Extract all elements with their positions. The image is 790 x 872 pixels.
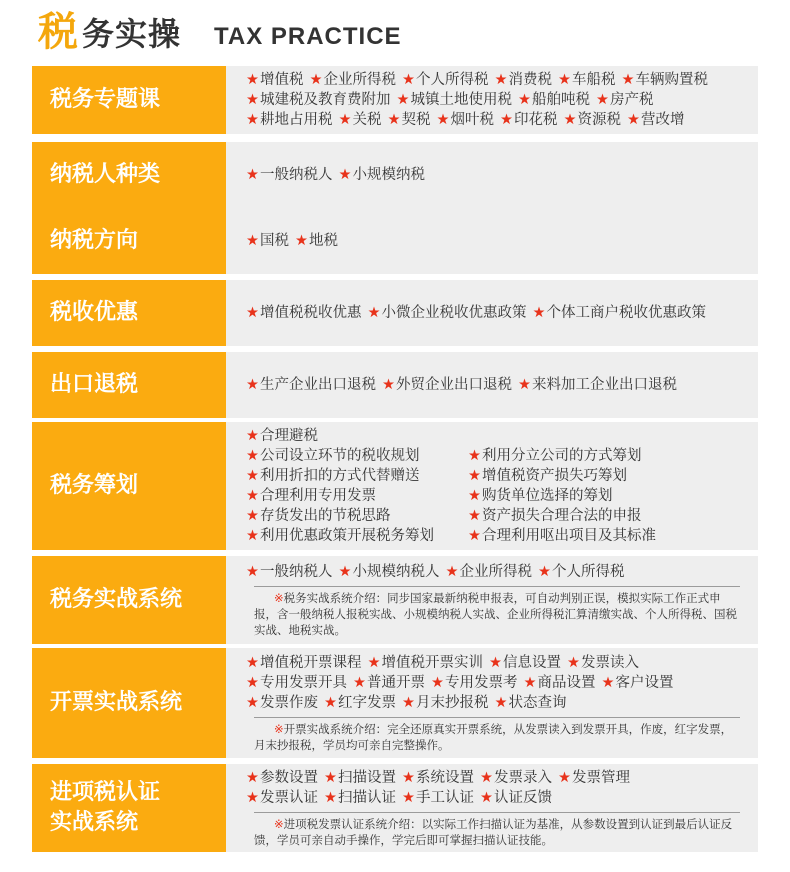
list-item bbox=[564, 112, 622, 128]
item-label: 城建税及教育费附加 bbox=[260, 92, 391, 108]
row-label: 开票实战系统 bbox=[32, 648, 226, 758]
list-item bbox=[402, 790, 474, 806]
list-item bbox=[368, 655, 484, 671]
star-icon: ★ bbox=[500, 112, 513, 128]
item-label: 利用分立公司的方式筹划 bbox=[482, 448, 642, 464]
list-item bbox=[468, 448, 642, 464]
star-icon: ★ bbox=[246, 564, 259, 580]
item-label: 月末抄报税 bbox=[416, 695, 489, 711]
row-content bbox=[226, 764, 758, 852]
star-icon: ★ bbox=[246, 305, 259, 321]
list-item bbox=[518, 92, 590, 108]
list-item bbox=[295, 233, 338, 249]
list-item bbox=[353, 675, 425, 691]
item-line bbox=[246, 90, 750, 110]
item-line bbox=[246, 110, 750, 130]
item-label: 来料加工企业出口退税 bbox=[532, 377, 677, 393]
star-icon: ★ bbox=[558, 770, 571, 786]
star-icon: ★ bbox=[324, 790, 337, 806]
star-icon: ★ bbox=[621, 72, 635, 88]
star-icon: ★ bbox=[246, 92, 259, 108]
item-line bbox=[246, 165, 750, 185]
item-label: 关税 bbox=[352, 112, 382, 128]
note-mark-icon: ※ bbox=[274, 591, 284, 605]
list-item bbox=[339, 112, 382, 128]
list-item bbox=[402, 770, 474, 786]
item-label: 增值税 bbox=[260, 72, 304, 88]
item-label: 营改增 bbox=[641, 112, 685, 128]
item-line bbox=[246, 375, 750, 395]
list-item bbox=[246, 377, 376, 393]
row-content bbox=[226, 208, 758, 274]
star-icon: ★ bbox=[402, 72, 415, 88]
list-item bbox=[246, 790, 318, 806]
item-label: 个体工商户税收优惠政策 bbox=[546, 305, 706, 321]
page-title: 务实操 bbox=[82, 15, 182, 53]
list-item bbox=[495, 695, 567, 711]
row-content bbox=[226, 422, 758, 550]
item-label: 企业所得税 bbox=[459, 564, 532, 580]
star-icon: ★ bbox=[246, 233, 259, 249]
item-label: 发票读入 bbox=[581, 655, 639, 671]
item-label: 企业所得税 bbox=[323, 72, 396, 88]
list-item bbox=[596, 92, 654, 108]
list-item bbox=[246, 305, 362, 321]
item-label: 参数设置 bbox=[260, 770, 318, 786]
row-label: 税务实战系统 bbox=[32, 556, 226, 644]
star-icon: ★ bbox=[563, 112, 577, 128]
list-item bbox=[468, 528, 656, 544]
list-item bbox=[246, 112, 333, 128]
list-item bbox=[500, 112, 558, 128]
item-line bbox=[246, 303, 750, 323]
table-row bbox=[32, 208, 758, 274]
star-icon: ★ bbox=[353, 675, 366, 691]
item-label: 普通开票 bbox=[367, 675, 425, 691]
list-item bbox=[246, 448, 420, 464]
item-cell bbox=[468, 506, 750, 526]
list-item bbox=[446, 564, 533, 580]
list-item bbox=[246, 92, 391, 108]
list-item bbox=[324, 770, 396, 786]
item-cell bbox=[246, 526, 468, 546]
star-icon: ★ bbox=[246, 528, 259, 544]
list-item bbox=[533, 305, 707, 321]
star-icon: ★ bbox=[596, 92, 609, 108]
item-label: 信息设置 bbox=[503, 655, 561, 671]
star-icon: ★ bbox=[246, 468, 259, 484]
item-label: 合理利用呕出项目及其标准 bbox=[482, 528, 656, 544]
item-label: 利用折扣的方式代替赠送 bbox=[260, 468, 420, 484]
list-item bbox=[437, 112, 495, 128]
star-icon: ★ bbox=[468, 448, 481, 464]
list-item bbox=[402, 695, 489, 711]
row-label: 出口退税 bbox=[32, 352, 226, 418]
list-item bbox=[622, 72, 709, 88]
star-icon: ★ bbox=[246, 508, 259, 524]
list-item bbox=[480, 770, 552, 786]
two-column-list bbox=[246, 446, 750, 546]
list-item bbox=[524, 675, 596, 691]
item-label: 扫描设置 bbox=[338, 770, 396, 786]
row-label-line: 实战系统 bbox=[50, 810, 139, 835]
item-line bbox=[246, 673, 750, 693]
star-icon: ★ bbox=[518, 377, 531, 393]
list-item bbox=[339, 167, 426, 183]
item-cell bbox=[246, 486, 468, 506]
item-cell bbox=[468, 466, 750, 486]
item-line bbox=[246, 231, 750, 251]
list-item bbox=[246, 508, 391, 524]
star-icon: ★ bbox=[246, 377, 259, 393]
star-icon: ★ bbox=[468, 508, 481, 524]
list-item bbox=[602, 675, 674, 691]
item-line bbox=[246, 653, 750, 673]
item-label: 国税 bbox=[260, 233, 289, 249]
star-icon: ★ bbox=[246, 488, 259, 504]
star-icon: ★ bbox=[324, 695, 337, 711]
page-header bbox=[0, 0, 790, 62]
item-line bbox=[246, 693, 750, 713]
row-content bbox=[226, 142, 758, 208]
star-icon: ★ bbox=[402, 790, 415, 806]
item-label: 商品设置 bbox=[537, 675, 596, 691]
list-item bbox=[558, 72, 616, 88]
row-content bbox=[226, 280, 758, 346]
item-label: 小规模纳税 bbox=[352, 167, 425, 183]
row-label: 纳税人种类 bbox=[32, 142, 226, 208]
table-row bbox=[32, 422, 758, 550]
list-item bbox=[558, 770, 630, 786]
item-label: 资源税 bbox=[577, 112, 621, 128]
list-item bbox=[246, 528, 434, 544]
star-icon: ★ bbox=[246, 695, 259, 711]
star-icon: ★ bbox=[402, 770, 415, 786]
star-icon: ★ bbox=[489, 655, 502, 671]
item-label: 一般纳税人 bbox=[260, 167, 333, 183]
item-label: 购货单位选择的筹划 bbox=[482, 488, 613, 504]
system-note bbox=[254, 586, 740, 638]
star-icon: ★ bbox=[396, 92, 410, 108]
table-row bbox=[32, 280, 758, 346]
row-label: 税务专题课 bbox=[32, 66, 226, 134]
star-icon: ★ bbox=[246, 72, 259, 88]
list-item bbox=[397, 92, 513, 108]
star-icon: ★ bbox=[338, 112, 352, 128]
item-label: 扫描认证 bbox=[338, 790, 396, 806]
item-line bbox=[246, 426, 750, 446]
star-icon: ★ bbox=[246, 655, 259, 671]
star-icon: ★ bbox=[246, 675, 259, 691]
item-label: 增值税税收优惠 bbox=[260, 305, 362, 321]
item-label: 客户设置 bbox=[615, 675, 674, 691]
star-icon: ★ bbox=[338, 167, 352, 183]
list-item bbox=[627, 112, 685, 128]
note-text: 税务实战系统介绍：同步国家最新纳税申报表，可自动判别正误，模拟实际工作正式申报，含一般纳税人报税实战、小规模纳税人实战、企业所得税汇算清缴实战、个人所得税、国税实战、地税实战。 bbox=[254, 591, 737, 637]
star-icon: ★ bbox=[309, 72, 323, 88]
item-label: 发票作废 bbox=[260, 695, 318, 711]
item-cell bbox=[246, 506, 468, 526]
note-mark-icon: ※ bbox=[274, 722, 284, 736]
list-item bbox=[489, 655, 561, 671]
table-row bbox=[32, 648, 758, 758]
item-label: 利用优惠政策开展税务筹划 bbox=[260, 528, 434, 544]
list-item bbox=[324, 695, 396, 711]
list-item bbox=[246, 468, 420, 484]
row-label: 纳税方向 bbox=[32, 208, 226, 274]
row-content bbox=[226, 556, 758, 644]
item-label: 状态查询 bbox=[508, 695, 567, 711]
star-icon: ★ bbox=[494, 72, 508, 88]
item-label: 小规模纳税人 bbox=[352, 564, 440, 580]
list-item bbox=[518, 377, 677, 393]
item-label: 增值税开票课程 bbox=[260, 655, 362, 671]
item-label: 公司设立环节的税收规划 bbox=[260, 448, 420, 464]
table-row bbox=[32, 556, 758, 644]
item-label: 一般纳税人 bbox=[260, 564, 333, 580]
item-cell bbox=[468, 446, 750, 466]
item-label: 红字发票 bbox=[338, 695, 396, 711]
item-line bbox=[246, 70, 750, 90]
list-item bbox=[431, 675, 518, 691]
item-cell bbox=[246, 466, 468, 486]
item-line bbox=[246, 562, 750, 582]
star-icon: ★ bbox=[367, 305, 381, 321]
star-icon: ★ bbox=[246, 428, 259, 444]
list-item bbox=[246, 167, 333, 183]
item-label: 契税 bbox=[401, 112, 431, 128]
list-item bbox=[402, 72, 489, 88]
item-label: 发票管理 bbox=[572, 770, 630, 786]
list-item bbox=[246, 770, 318, 786]
star-icon: ★ bbox=[480, 790, 493, 806]
page-title-english: TAX PRACTICE bbox=[214, 23, 402, 50]
table-row bbox=[32, 66, 758, 134]
star-icon: ★ bbox=[518, 92, 531, 108]
item-label: 增值税资产损失巧筹划 bbox=[482, 468, 627, 484]
item-cell bbox=[246, 446, 468, 466]
item-label: 个人所得税 bbox=[416, 72, 489, 88]
star-icon: ★ bbox=[468, 488, 481, 504]
star-icon: ★ bbox=[538, 564, 551, 580]
title-accent-char: 税 bbox=[38, 9, 78, 55]
item-label: 系统设置 bbox=[416, 770, 474, 786]
star-icon: ★ bbox=[494, 695, 508, 711]
item-label: 消费税 bbox=[508, 72, 552, 88]
list-item bbox=[382, 377, 512, 393]
star-icon: ★ bbox=[436, 112, 450, 128]
star-icon: ★ bbox=[601, 675, 615, 691]
item-label: 房产税 bbox=[610, 92, 654, 108]
list-item bbox=[246, 564, 333, 580]
list-item bbox=[368, 305, 527, 321]
system-note bbox=[254, 717, 740, 753]
item-label: 外贸企业出口退税 bbox=[396, 377, 512, 393]
star-icon: ★ bbox=[627, 112, 640, 128]
list-item bbox=[480, 790, 552, 806]
item-label: 资产损失合理合法的申报 bbox=[482, 508, 642, 524]
star-icon: ★ bbox=[246, 167, 259, 183]
note-mark-icon: ※ bbox=[274, 817, 284, 831]
item-label: 船舶吨税 bbox=[532, 92, 590, 108]
list-item bbox=[246, 675, 347, 691]
list-item bbox=[246, 695, 318, 711]
item-label: 个人所得税 bbox=[552, 564, 625, 580]
star-icon: ★ bbox=[567, 655, 580, 671]
list-item bbox=[310, 72, 397, 88]
list-item bbox=[538, 564, 625, 580]
star-icon: ★ bbox=[246, 790, 259, 806]
item-label: 合理避税 bbox=[260, 428, 318, 444]
row-label: 税收优惠 bbox=[32, 280, 226, 346]
item-label: 印花税 bbox=[514, 112, 558, 128]
item-label: 车船税 bbox=[572, 72, 616, 88]
star-icon: ★ bbox=[468, 528, 481, 544]
star-icon: ★ bbox=[246, 448, 259, 464]
list-item bbox=[339, 564, 440, 580]
item-label: 耕地占用税 bbox=[260, 112, 333, 128]
item-line bbox=[246, 768, 750, 788]
star-icon: ★ bbox=[382, 377, 395, 393]
list-item bbox=[468, 488, 613, 504]
star-icon: ★ bbox=[295, 233, 308, 249]
star-icon: ★ bbox=[367, 655, 381, 671]
star-icon: ★ bbox=[445, 564, 459, 580]
row-content bbox=[226, 66, 758, 134]
list-item bbox=[246, 655, 362, 671]
note-text: 进项税发票认证系统介绍：以实际工作扫描认证为基准，从参数设置到认证到最后认证反馈，学员可亲自动手操作，学完后即可掌握扫描认证技能。 bbox=[254, 817, 733, 847]
table-row bbox=[32, 142, 758, 208]
list-item bbox=[246, 233, 289, 249]
star-icon: ★ bbox=[532, 305, 546, 321]
item-label: 烟叶税 bbox=[450, 112, 494, 128]
item-label: 城镇土地使用税 bbox=[410, 92, 512, 108]
star-icon: ★ bbox=[402, 695, 415, 711]
item-label: 车辆购置税 bbox=[635, 72, 708, 88]
table-row bbox=[32, 352, 758, 418]
list-item bbox=[246, 488, 376, 504]
row-label: 税务筹划 bbox=[32, 422, 226, 550]
list-item bbox=[567, 655, 639, 671]
row-label-line: 进项税认证 bbox=[50, 780, 161, 805]
star-icon: ★ bbox=[558, 72, 571, 88]
item-line bbox=[246, 788, 750, 808]
item-label: 合理利用专用发票 bbox=[260, 488, 376, 504]
item-label: 专用发票开具 bbox=[260, 675, 347, 691]
item-label: 存货发出的节税思路 bbox=[260, 508, 391, 524]
item-label: 专用发票考 bbox=[445, 675, 518, 691]
list-item bbox=[246, 428, 318, 444]
list-item bbox=[495, 72, 553, 88]
star-icon: ★ bbox=[246, 112, 259, 128]
item-label: 小微企业税收优惠政策 bbox=[381, 305, 527, 321]
row-content bbox=[226, 648, 758, 758]
star-icon: ★ bbox=[324, 770, 337, 786]
item-label: 发票录入 bbox=[494, 770, 552, 786]
star-icon: ★ bbox=[468, 468, 481, 484]
system-note bbox=[254, 812, 740, 848]
star-icon: ★ bbox=[338, 564, 352, 580]
item-label: 地税 bbox=[309, 233, 338, 249]
list-item bbox=[246, 72, 304, 88]
list-item bbox=[324, 790, 396, 806]
list-item bbox=[468, 468, 627, 484]
item-cell bbox=[468, 486, 750, 506]
table-row bbox=[32, 764, 758, 852]
star-icon: ★ bbox=[480, 770, 493, 786]
star-icon: ★ bbox=[523, 675, 537, 691]
row-label bbox=[32, 764, 226, 852]
item-label: 发票认证 bbox=[260, 790, 318, 806]
list-item bbox=[388, 112, 431, 128]
item-label: 增值税开票实训 bbox=[381, 655, 483, 671]
item-label: 手工认证 bbox=[416, 790, 474, 806]
list-item bbox=[468, 508, 642, 524]
note-text: 开票实战系统介绍：完全还原真实开票系统，从发票读入到发票开具，作废，红字发票，月末抄报税，学员均可亲自完整操作。 bbox=[254, 722, 733, 752]
row-content bbox=[226, 352, 758, 418]
star-icon: ★ bbox=[387, 112, 401, 128]
item-cell bbox=[468, 526, 750, 546]
item-label: 生产企业出口退税 bbox=[260, 377, 376, 393]
star-icon: ★ bbox=[246, 770, 259, 786]
star-icon: ★ bbox=[431, 675, 444, 691]
item-label: 认证反馈 bbox=[494, 790, 552, 806]
